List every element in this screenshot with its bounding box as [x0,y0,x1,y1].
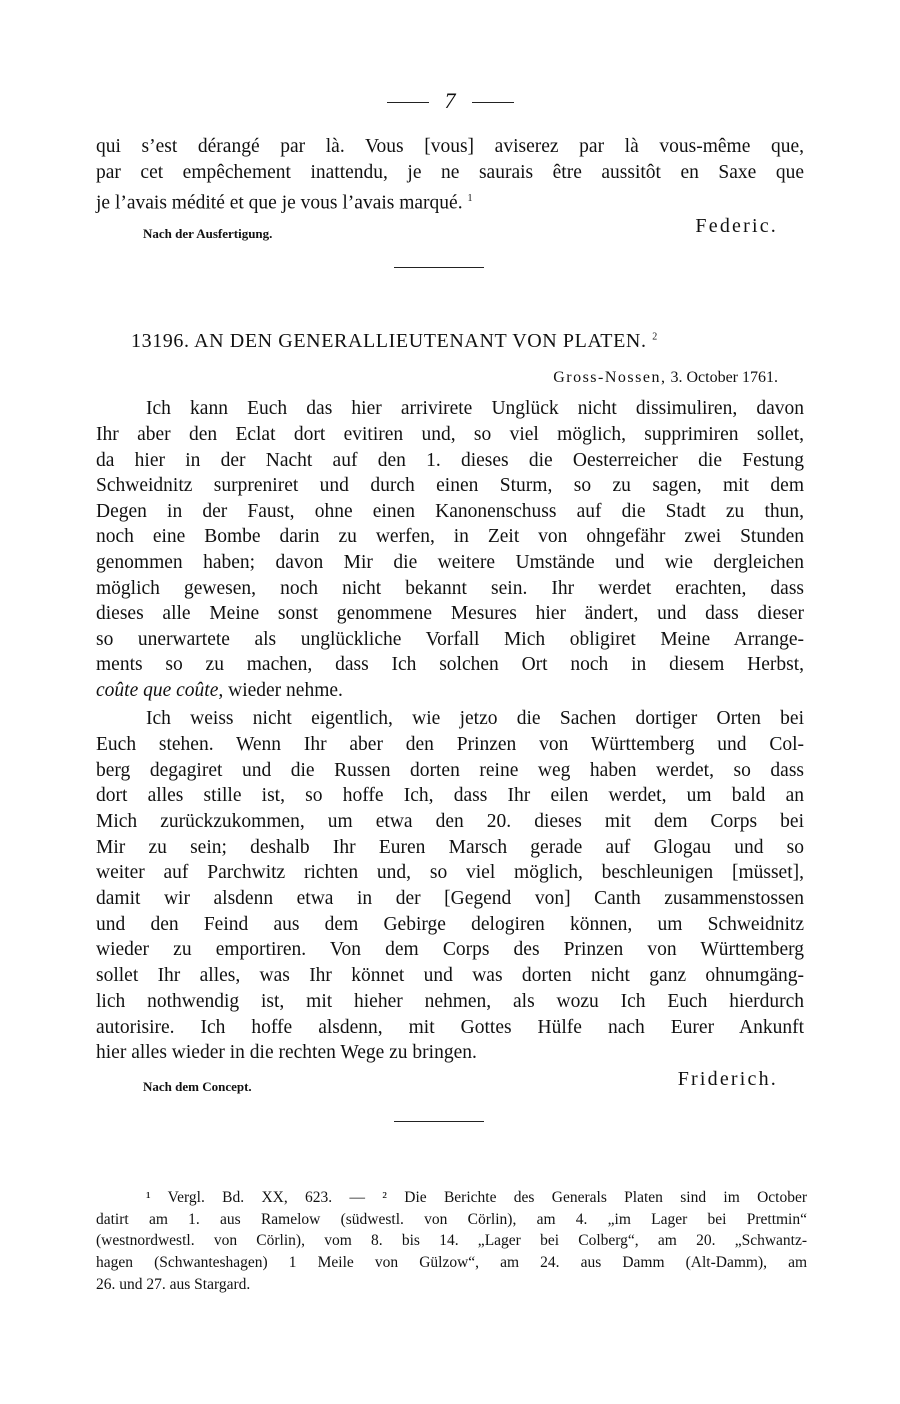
para1-line: so unerwartete als unglückliche Vorfall Mich obligiret Meine Arrange- [96,629,804,650]
letter1-line: qui s’est dérangé par là. Vous [vous] aviserez par là vous-même que, [96,136,804,157]
letter-dateline [553,369,778,387]
para1-line: noch eine Bombe darin zu werfen, in Zeit von ohngefähr zwei Stunden [96,526,804,547]
para1-line-last [96,678,804,704]
para2-line: Euch stehen. Wenn Ihr aber den Prinzen von Württemberg und Col- [96,734,804,755]
page-number-dash-right [472,102,514,103]
italic-phrase: coûte que coûte, [96,680,224,701]
para1-line: genommen haben; davon Mir die weitere Umstände und wie dergleichen [96,552,804,573]
para2-line: berg degagiret und die Russen dorten reine weg haben werdet, so dass [96,760,804,781]
para1-line: ments so zu machen, dass Ich solchen Ort noch in diesem Herbst, [96,654,804,675]
letter1-source-note: Nach der Ausfertigung. [143,226,273,241]
letter2-source-note: Nach dem Concept. [143,1079,252,1094]
para2-line: Ich weiss nicht eigentlich, wie jetzo die Sachen dortiger Orten bei [146,708,804,729]
section-divider [394,267,484,268]
para2-line: sollet Ihr alles, was Ihr könnet und was dorten nicht ganz ohnumgäng- [96,965,804,986]
para1-line: da hier in der Nacht auf den 1. dieses die Oesterreicher die Festung [96,450,804,471]
section-divider [394,1121,484,1122]
para1-line: Ihr aber den Eclat dort evitiren und, so viel möglich, supprimiren sollet, [96,424,804,445]
letter2-signature: Friderich. [677,1068,778,1090]
para1-line: Schweidnitz surpreniret und durch einen Sturm, so zu sagen, mit dem [96,475,804,496]
para1-line: dieses alle Meine sonst genommene Mesures hier ändert, und dass dieser [96,603,804,624]
footnote-line: ¹ Vergl. Bd. XX, 623. — ² Die Berichte des Generals Platen sind im October [146,1189,807,1206]
para1-line-tail: wieder nehme. [223,680,343,701]
letter-place: Gross-Nossen, [553,369,667,386]
para2-line: damit wir alsdenn etwa in der [Gegend von] Canth zusammenstossen [96,888,804,909]
para2-line: wieder zu emportiren. Von dem Corps des Prinzen von Württemberg [96,939,804,960]
footnote-line: (westnordwestl. von Cörlin), vom 8. bis 14. „Lager bei Colberg“, am 20. „Schwantz- [96,1232,807,1249]
para2-line: Mich zurückzukommen, um etwa den 20. dieses mit dem Corps bei [96,811,804,832]
para2-line: lich nothwendig ist, mit hieher nehmen, als wozu Ich Euch hierdurch [96,991,804,1012]
footnote-ref-2: 2 [652,331,658,343]
letter1-line: par cet empêchement inattendu, je ne saurais être aussitôt en Saxe que [96,162,804,183]
page-number [0,88,900,114]
para1-line: möglich gewesen, noch nicht bekannt sein. Ihr werdet erachten, dass [96,578,804,599]
footnote-line: hagen (Schwanteshagen) 1 Meile von Gülzow“, am 24. aus Damm (Alt-Damm), am [96,1254,807,1271]
page-number-dash-left [387,102,429,103]
letter-heading-text: 13196. AN DEN GENERALLIEUTENANT VON PLATEN. [131,330,647,352]
letter1-line-text: je l’avais médité et que je vous l’avais marqué. [96,192,463,214]
para2-line: hier alles wieder in die rechten Wege zu bringen. [96,1042,477,1063]
para2-line: und den Feind aus dem Gebirge delogiren können, um Schweidnitz [96,914,804,935]
letter-date: 3. October 1761. [670,369,778,386]
letter1-signature: Federic. [695,215,778,237]
footnote-ref-1: 1 [467,193,473,204]
page-number-value: 7 [444,88,456,113]
para1-line: Degen in der Faust, ohne einen Kanonenschuss auf die Stadt zu thun, [96,501,804,522]
footnote-line: 26. und 27. aus Stargard. [96,1276,251,1293]
para1-line: Ich kann Euch das hier arrivirete Unglück nicht dissimuliren, davon [146,398,804,419]
footnote-line: datirt am 1. aus Ramelow (südwestl. von Cörlin), am 4. „im Lager bei Prettmin“ [96,1211,807,1228]
letter-heading [131,330,658,353]
para2-line: dort alles stille ist, so hoffe Ich, dass Ihr eilen werdet, um bald an [96,785,804,806]
letter1-line-last [96,186,804,217]
para2-line: autorisire. Ich hoffe alsdenn, mit Gottes Hülfe nach Eurer Ankunft [96,1017,804,1038]
para2-line: Mir zu sein; deshalb Ihr Euren Marsch gerade auf Glogau und so [96,837,804,858]
para2-line: weiter auf Parchwitz richten und, so viel möglich, beschleunigen [müsset], [96,862,804,883]
